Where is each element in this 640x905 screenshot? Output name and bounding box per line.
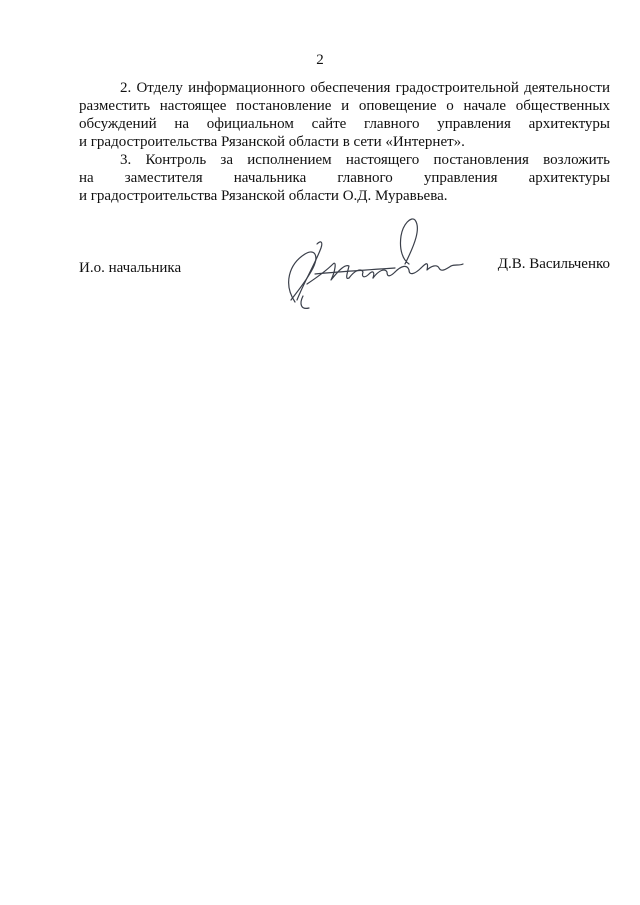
document-body [79, 79, 610, 205]
paragraph-2 [79, 79, 610, 151]
text-line: на заместителя начальника главного управления архитектуры [79, 170, 610, 186]
text-line: и градостроительства Рязанской области О.Д. Муравьева. [79, 188, 448, 204]
text-line: 2. Отделу информационного обеспечения градостроительной деятельности [120, 80, 610, 96]
paragraph-3 [79, 151, 610, 205]
text-line: разместить настоящее постановление и оповещение о начале общественных [79, 98, 610, 114]
signatory-name: Д.В. Васильченко [497, 256, 610, 272]
text-line: 3. Контроль за исполнением настоящего постановления возложить [120, 152, 610, 168]
text-line: и градостроительства Рязанской области в сети «Интернет». [79, 134, 465, 150]
handwritten-signature [275, 214, 471, 314]
page-number: 2 [316, 52, 324, 68]
text-line: обсуждений на официальном сайте главного управления архитектуры [79, 116, 610, 132]
signature-block [79, 255, 610, 315]
position-title: И.о. начальника [79, 260, 182, 276]
